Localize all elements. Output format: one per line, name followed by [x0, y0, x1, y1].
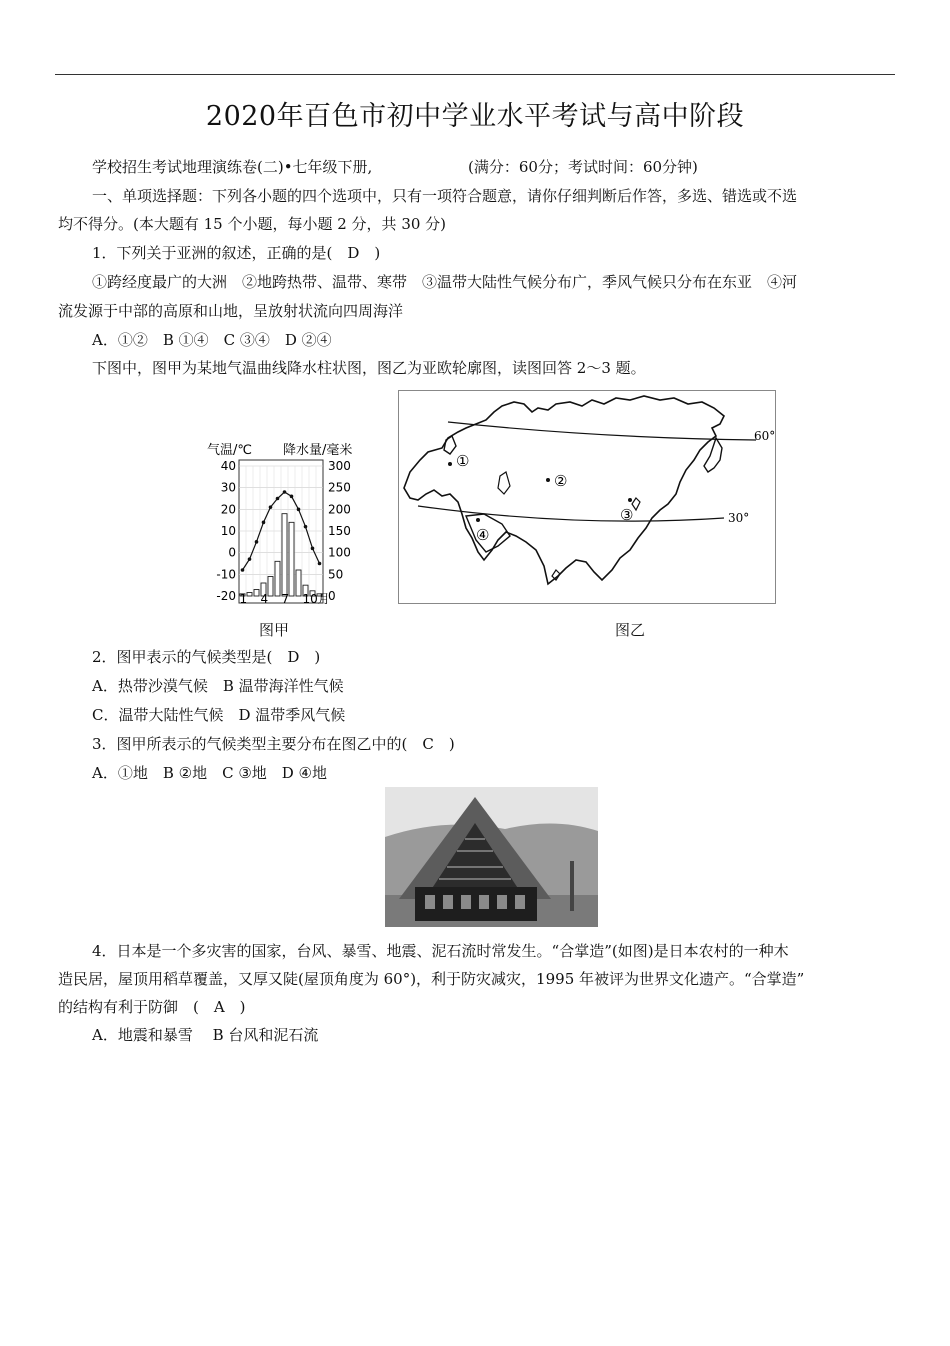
- question-2-options-ab: A．热带沙漠气候 B 温带海洋性气候: [92, 677, 344, 695]
- question-3: 3．图甲所表示的气候类型主要分布在图乙中的( C ): [92, 735, 455, 753]
- temp-tick-label: 0: [228, 545, 236, 560]
- caption-figure-jia: 图甲: [259, 621, 290, 639]
- precip-bar: [282, 514, 287, 596]
- question-1-items-line2: 流发源于中部的高原和山地，呈放射状流向四周海洋: [58, 302, 404, 320]
- top-rule: [55, 74, 895, 75]
- page-title: 2020年百色市初中学业水平考试与高中阶段: [205, 101, 745, 132]
- temp-tick-label: 30: [220, 480, 236, 495]
- precip-bar: [247, 593, 252, 596]
- temp-tick-label: -10: [216, 567, 236, 582]
- precip-bar: [289, 522, 294, 596]
- x-tick-label: 4: [260, 592, 269, 605]
- question-3-options: A．①地 B ②地 C ③地 D ④地: [92, 764, 328, 782]
- climate-chart: [205, 440, 370, 605]
- precip-tick-label: 150: [328, 524, 351, 538]
- x-tick-label: 7: [281, 592, 290, 605]
- subtitle: 学校招生考试地理演练卷(二)•七年级下册,: [92, 158, 373, 176]
- precip-bar: [275, 561, 280, 596]
- temp-tick-label: 40: [220, 459, 236, 473]
- temperature-point: [311, 547, 315, 551]
- temperature-point: [318, 562, 322, 566]
- exam-info: (满分：60分；考试时间：60分钟): [468, 158, 698, 176]
- question-1: 1．下列关于亚洲的叙述，正确的是( D ): [92, 244, 381, 262]
- question-1-options: A．①② B ①④ C ③④ D ②④: [92, 331, 332, 349]
- temperature-point: [248, 557, 252, 561]
- temp-axis-label: 气温/℃: [207, 443, 252, 458]
- temperature-point: [290, 495, 294, 499]
- latitude-30-label: 30°: [728, 511, 750, 525]
- precip-bar: [254, 590, 259, 597]
- location-dot-1: [448, 462, 452, 466]
- precip-tick-label: 300: [328, 459, 351, 473]
- temperature-point: [262, 521, 266, 525]
- marker-2: ②: [554, 472, 568, 490]
- temperature-point: [276, 497, 280, 501]
- temperature-point: [269, 505, 273, 509]
- gassho-house-photo: [385, 787, 598, 927]
- precip-tick-label: 0: [328, 589, 336, 603]
- temperature-point: [241, 568, 245, 572]
- question-4-line3: 的结构有利于防御 ( A ): [58, 998, 246, 1016]
- latitude-60-label: 60°: [754, 429, 776, 443]
- marker-3: ③: [620, 506, 634, 524]
- question-4-options: A．地震和暴雪 B 台风和泥石流: [92, 1026, 319, 1044]
- precip-axis-label: 降水量/毫米: [283, 443, 353, 458]
- question-4-line2: 造民居，屋顶用稻草覆盖，又厚又陡(屋顶角度为 60°)，利于防灾减灾，1995 年被评为世界文化遗产。“合掌造”: [58, 970, 805, 988]
- marker-1: ①: [456, 452, 470, 470]
- question-2-options-cd: C．温带大陆性气候 D 温带季风气候: [92, 706, 346, 724]
- precip-bar: [268, 577, 273, 597]
- temperature-point: [255, 540, 259, 544]
- eurasia-map: [398, 390, 776, 604]
- precip-tick-label: 100: [328, 545, 351, 560]
- section1-line1: 一、单项选择题：下列各小题的四个选项中，只有一项符合题意，请你仔细判断后作答，多选、错选或不选: [92, 187, 798, 205]
- question-1-items-line1: ①跨经度最广的大洲 ②地跨热带、温带、寒带 ③温带大陆性气候分布广，季风气候只分布在东亚 ④河: [92, 273, 798, 291]
- temp-tick-label: -20: [216, 589, 236, 603]
- x-tick-label: 1: [239, 592, 248, 605]
- temperature-point: [297, 508, 301, 512]
- location-dot-3: [628, 498, 632, 502]
- caption-figure-yi: 图乙: [615, 621, 646, 639]
- question-4-line1: 4．日本是一个多灾害的国家，台风、暴雪、地震、泥石流时常发生。“合掌造”(如图)是日本农村的一种木: [92, 942, 789, 960]
- marker-4: ④: [476, 526, 490, 544]
- precip-tick-label: 200: [328, 502, 351, 517]
- temperature-point: [283, 490, 287, 494]
- figure-intro: 下图中，图甲为某地气温曲线降水柱状图，图乙为亚欧轮廓图，读图回答 2～3 题。: [92, 359, 646, 377]
- section1-line2: 均不得分。(本大题有 15 个小题，每小题 2 分，共 30 分): [58, 215, 447, 233]
- temperature-point: [304, 525, 308, 529]
- location-dot-4: [476, 518, 480, 522]
- location-dot-2: [546, 478, 550, 482]
- photo-pole: [570, 861, 574, 911]
- precip-bar: [296, 570, 301, 596]
- precip-tick-label: 50: [328, 567, 344, 582]
- question-2: 2．图甲表示的气候类型是( D ): [92, 648, 321, 666]
- temp-tick-label: 10: [220, 524, 236, 538]
- x-tick-label: 10月: [302, 592, 330, 605]
- precip-tick-label: 250: [328, 480, 351, 495]
- temp-tick-label: 20: [220, 502, 236, 517]
